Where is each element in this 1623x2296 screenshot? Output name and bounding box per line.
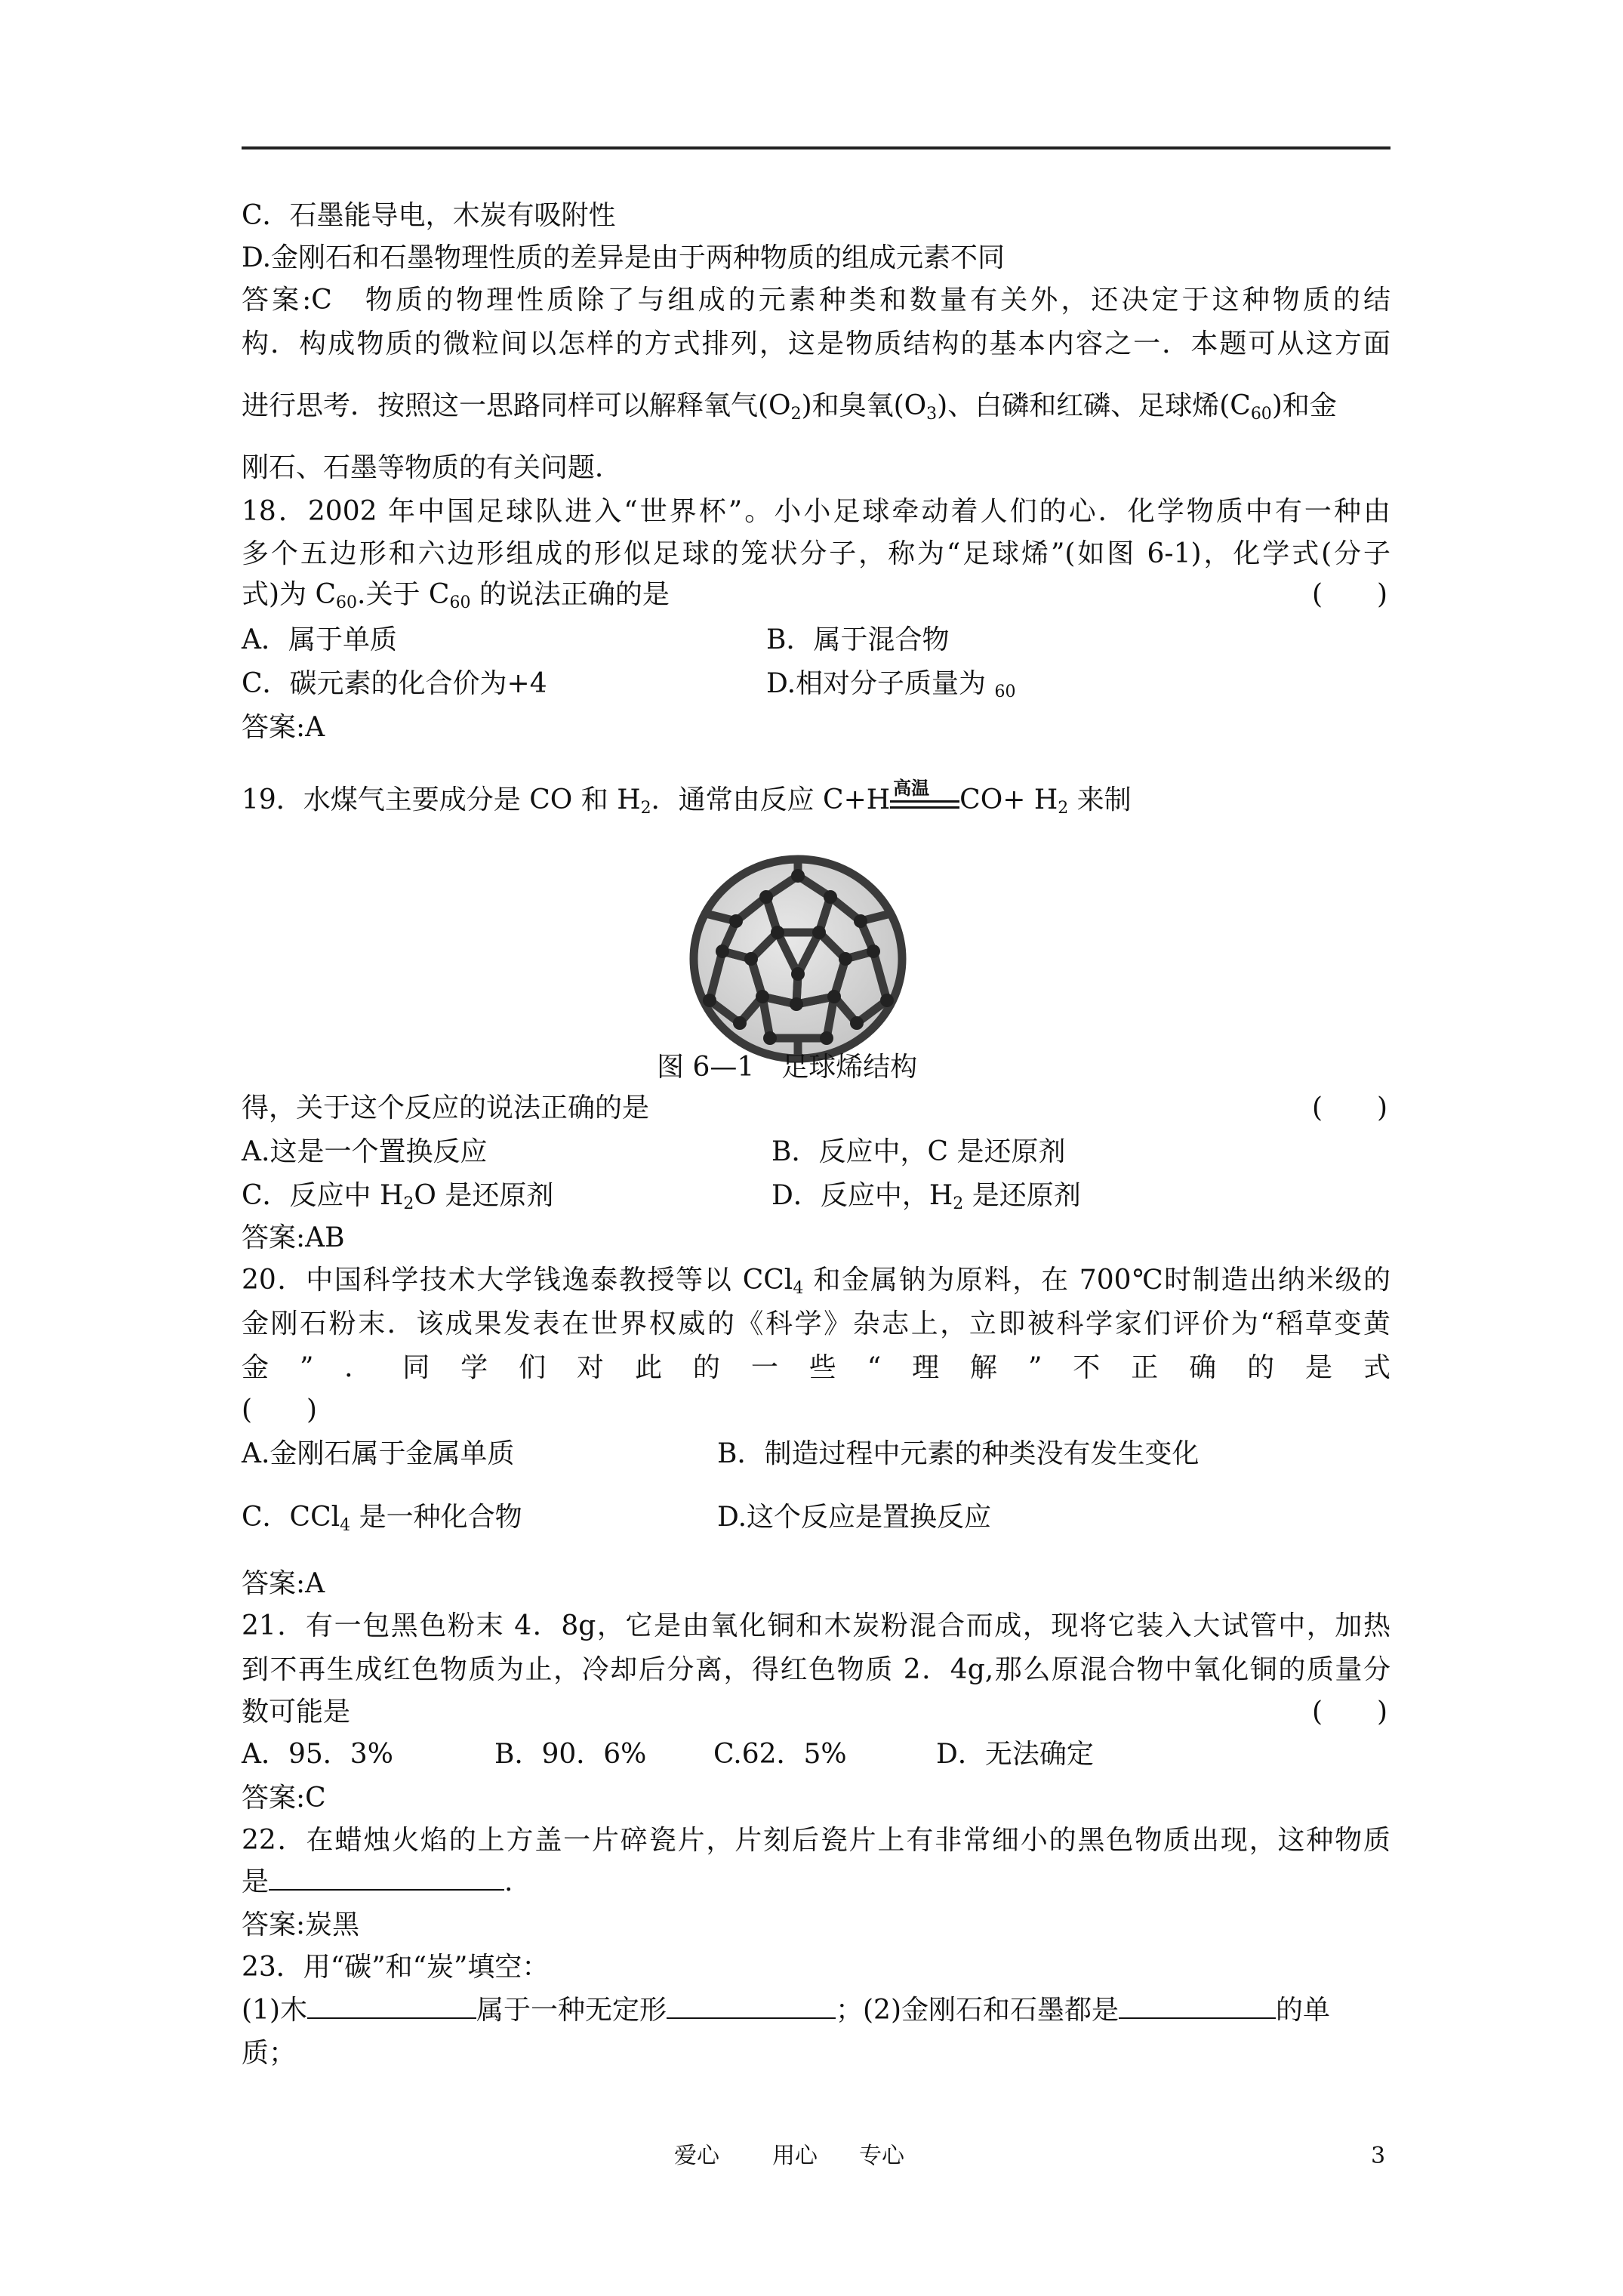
q23-blank-2[interactable] <box>667 1992 836 2019</box>
q17-option-d: D.金刚石和石墨物理性质的差异是由于两种物质的组成元素不同 <box>242 242 1006 273</box>
q18-answer: 答案:A <box>242 712 325 743</box>
q20-option-a: A.金刚石属于金属单质 <box>242 1438 515 1469</box>
footer-slogan-1: 爱心 <box>674 2143 719 2169</box>
q21-option-a: A．95．3% <box>242 1739 393 1770</box>
q17-explanation-line: 构．构成物质的微粒间以怎样的方式排列，这是物质结构的基本内容之一．本题可从这方面 <box>242 328 1390 359</box>
q21-option-d: D．无法确定 <box>936 1739 1094 1770</box>
page-number: 3 <box>1371 2143 1386 2169</box>
q23-fill-line: 质； <box>242 2038 297 2069</box>
q19-option-c: C．反应中 $H_2O$ 是还原剂 <box>242 1180 554 1213</box>
q21-answer-paren: ( ) <box>1312 1697 1388 1727</box>
q18-option-a: A．属于单质 <box>242 624 397 655</box>
q23-stem-line: 23．用“碳”和“炭”填空： <box>242 1952 550 1983</box>
fullerene-figure <box>676 846 921 1072</box>
q18-option-c: C．碳元素的化合价为+4 <box>242 668 547 699</box>
q19-answer-paren: ( ) <box>1312 1093 1388 1123</box>
q20-option-d: D.这个反应是置换反应 <box>717 1502 992 1533</box>
q19-option-b: B．反应中，C 是还原剂 <box>771 1136 1066 1167</box>
q23-fill-line: (1)木 属于一种无定形 ；(2)金刚石和石墨都是 的单 <box>242 1992 1330 2029</box>
q18-answer-paren: ( ) <box>1312 579 1388 610</box>
q23-blank-3[interactable] <box>1119 1992 1276 2019</box>
q22-blank[interactable] <box>269 1863 504 1891</box>
q22-stem-line: 22．在蜡烛火焰的上方盖一片碎瓷片，片刻后瓷片上有非常细小的黑色物质出现，这种物质 <box>242 1825 1390 1856</box>
q19-answer: 答案:AB <box>242 1222 345 1253</box>
q21-answer: 答案:C <box>242 1783 326 1814</box>
q21-option-b: B．90．6% <box>494 1739 647 1770</box>
q21-stem-line: 数可能是 <box>242 1697 351 1727</box>
q19-stem-line: 19．水煤气主要成分是 CO 和 $H_2$．通常由反应 C+H 高温 $CO+ H_2$ 来制 <box>242 778 1132 818</box>
q17-explanation-line: 刚石、石墨等物质的有关问题． <box>242 452 623 483</box>
q17-answer: 答案:C 物质的物理性质除了与组成的元素种类和数量有关外，还决定于这种物质的结 <box>242 285 1390 316</box>
q22-answer: 答案:炭黑 <box>242 1909 360 1940</box>
footer-slogan-2: 用心 <box>772 2143 818 2169</box>
q17-explanation-line: 进行思考．按照这一思路同样可以解释氧气$(O_2)$和臭氧$(O_3)$、白磷和红磷、足球烯$(C_{60})$和金 <box>242 390 1337 424</box>
q20-answer: 答案:A <box>242 1568 325 1599</box>
q21-stem-line: 到不再生成红色物质为止，冷却后分离，得红色物质 2．4g,那么原混合物中氧化铜的质量分 <box>242 1654 1390 1685</box>
q20-stem-line: 金刚石粉末．该成果发表在世界权威的《科学》杂志上，立即被科学家们评价为“稻草变黄 <box>242 1308 1390 1339</box>
q21-stem-line: 21．有一包黑色粉末 4．8g，它是由氧化铜和木炭粉混合而成，现将它装入大试管中，加热 <box>242 1610 1390 1641</box>
q22-stem-line: 是 . <box>242 1863 513 1900</box>
q20-answer-paren: ( ) <box>242 1395 318 1425</box>
q20-stem-line: 20．中国科学技术大学钱逸泰教授等以 CCl$_4$ 和金属钠为原料，在 700℃时制造出纳米级的 <box>242 1265 1391 1298</box>
q20-option-c: C．CCl$_4$ 是一种化合物 <box>242 1502 522 1535</box>
reaction-condition-equals: 高温 <box>890 787 959 809</box>
q18-stem-line: 式)为 $C_{60}$.关于 $C_{60}$ 的说法正确的是 <box>242 579 670 612</box>
q18-stem-line: 18．2002 年中国足球队进入“世界杯”。小小足球牵动着人们的心．化学物质中有一种由 <box>242 496 1390 527</box>
q20-stem-line: 金”．同学们对此的一些“理解”不正确的是式 <box>242 1352 1390 1383</box>
q18-option-d: D.相对分子质量为 $_{60}$ <box>766 668 1016 701</box>
figure-caption: 图 6—1 足球烯结构 <box>657 1052 918 1083</box>
q18-stem-line: 多个五边形和六边形组成的形似足球的笼状分子，称为“足球烯”(如图 6-1)，化学式(分子 <box>242 538 1390 569</box>
q19-option-d: D．反应中，$H_2$ 是还原剂 <box>771 1180 1081 1213</box>
q23-blank-1[interactable] <box>307 1992 476 2019</box>
q18-option-b: B．属于混合物 <box>766 624 950 655</box>
q19-stem-line: 得，关于这个反应的说法正确的是 <box>242 1093 650 1123</box>
q17-option-c: C．石墨能导电，木炭有吸附性 <box>242 200 616 231</box>
q20-option-b: B．制造过程中元素的种类没有发生变化 <box>717 1438 1200 1469</box>
header-rule <box>242 146 1390 149</box>
q21-option-c: C.62．5% <box>713 1739 847 1770</box>
q19-option-a: A.这是一个置换反应 <box>242 1136 488 1167</box>
footer-slogan-3: 专心 <box>859 2143 904 2169</box>
